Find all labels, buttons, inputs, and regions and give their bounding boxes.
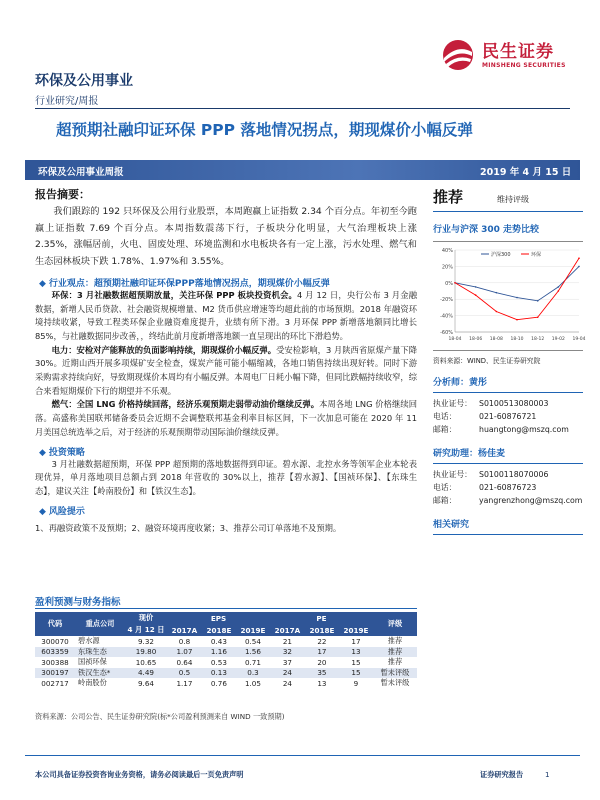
mail-label: 邮箱： [433,425,457,434]
table-row: 300388 国祯环保 10.65 0.64 0.53 0.71 37 20 15 推荐 [41,657,403,667]
sidebar-divider [433,392,583,393]
rating-box [433,186,583,207]
table-row: 300197 铁汉生态* 4.49 0.5 0.13 0.3 24 35 15 暂未评级 [35,668,417,679]
forecast-table [35,612,417,689]
table-row: 002717 岭南股份 9.64 1.17 0.76 1.05 24 13 9 暂未评级 [41,678,410,688]
trend-chart-svg [433,242,586,350]
forecast-title: 盈利预测与财务指标 [35,597,121,608]
researcher-cert: S0100118070006 [479,470,549,479]
data-point [537,316,539,318]
y-tick-label: 0% [445,280,453,287]
analyst-tel: 021-60876721 [479,412,537,421]
tel-label: 电话： [433,412,457,421]
strategy-text: 3 月社融数据超预期，环保 PPP 超预期的落地数据得到印证。碧水源、北控水务等领军企业本轮表现优异，单月落地项目总额占到 2018 年营收的 30%以上，推荐【碧水源】、【国祯环保】、【东珠生态】，建议关注【岭南股份】和【铁汉生态】。 [35,458,417,496]
rating-label: 推荐 [433,188,464,206]
strategy-heading: ◆ 投资策略 [39,447,85,458]
analyst-contact [433,397,583,436]
footer-disclaimer: 本公司具备证券投资咨询业务资格，请务必阅读最后一页免责声明 [35,770,244,779]
y-tick-label: 20% [441,264,453,271]
col-pe-2019: 2019E [339,624,373,636]
sidebar-divider [433,534,583,535]
col-eps-2017: 2017A [167,624,202,636]
forecast-divider [35,608,417,609]
table-source: 资料来源：公司公告、民生证券研究院(标*公司盈利预测来自 WIND 一致预期) [35,712,285,721]
risks-text: 1、再融资政策不及预期；2、融资环境再度收紧；3、推荐公司订单落地不及预期。 [35,522,342,533]
x-tick-label: 18-04 [448,337,462,342]
data-point [496,311,498,313]
cert-label: 执业证号： [433,399,472,408]
series-line-hs300 [455,266,579,300]
data-point [558,286,560,288]
researcher-contact [433,468,583,507]
col-pe-2017: 2017A [270,624,305,636]
data-point [454,282,456,284]
col-eps-2019: 2019E [236,624,270,636]
data-point [537,300,539,302]
views-gas: 燃气：全国 LNG 价格持续回落，经济乐观预期走弱带动油价继续反弹。本周各地 LNG 价格继续回落。高盛称美国联邦储备委员会近期不会调整联邦基金利率目标区间，下一次加息可能在 2020 年 11 月美国总统选举之后，对于经济的乐观预期带动国际油价继续反弹。 [35,399,417,437]
data-point [516,319,518,321]
x-tick-label: 18-08 [489,337,503,342]
page-number: 1 [545,770,550,779]
y-tick-label: 40% [441,248,453,254]
x-tick-label: 18-10 [510,337,524,342]
data-point [558,290,560,292]
brand-mark-icon [440,38,476,72]
col-pe-2018: 2018E [305,624,339,636]
chart-source: 资料来源：WIND、民生证券研究院 [433,357,541,365]
researcher-mail[interactable]: yangrenzhong@mszq.com [479,496,583,505]
legend-label: 沪深300 [491,252,511,258]
col-pe: PE [270,612,373,624]
main-column [35,186,417,535]
col-code: 代码 [35,612,75,636]
data-point [496,292,498,294]
analyst-heading: 分析师：黄彤 [433,378,488,388]
report-headline: 超预期社融印证环保 PPP 落地情况拐点，期现煤价小幅反弹 [56,121,473,139]
brand-logo [440,38,566,72]
y-tick-label: -60% [440,330,453,336]
table-row: 603359 东珠生态 19.80 1.07 1.16 1.56 32 17 13 推荐 [35,647,417,658]
x-tick-label: 18-12 [531,337,545,342]
sidebar-divider [433,463,583,464]
y-tick-label: -20% [440,297,453,304]
brand-name-cn: 民生证券 [482,41,554,62]
report-type: 行业研究/周报 [35,96,99,107]
diamond-bullet-icon: ◆ [39,447,46,458]
legend-label: 环保 [531,252,542,258]
views-environment: 环保：3 月社融数据超预期放量，关注环保 PPP 板块投资机会。4 月 12 日，央行公布 3 月金融数据，新增人民币贷款、社会融资规模增量、M2 货币供应增速等均超此前的市场预期。2018 年融资环境持续收紧，导致工程类环保企业融资难度提升，业绩有所下滑。3 月环保 PPP 新增落地额同比增长 85%，与社融数据同步改善，，终结此前月度新增落地额一直呈现出的环比下滑趋势。 [35,289,417,341]
sidebar-divider [433,211,583,212]
col-eps-2018: 2018E [202,624,236,636]
data-point [475,294,477,296]
report-date: 2019 年 4 月 15 日 [480,167,572,178]
related-heading: 相关研究 [433,520,470,530]
views-power: 电力：安检对产能释放的负面影响持续，期现煤价小幅反弹。受安检影响，3 月陕西省原煤产量下降 30%。近期山西开展多项煤矿安全检查，煤炭产能可能小幅缩减，各地口销售持续出现好转。同时下游采购需求持续向好，导致期现煤价本周均有小幅反弹。本周电厂日耗小幅下降，但同比跌幅持续收窄，综合来看短期煤价下行的期望并不乐观。 [35,344,417,396]
analyst-mail[interactable]: huangtong@mszq.com [479,425,569,434]
sidebar [433,186,586,535]
col-price: 现价 [125,612,167,624]
footer-label: 证券研究报告 [480,770,524,779]
tel-label: 电话： [433,483,457,492]
sector-title: 环保及公用事业 [35,73,133,89]
chart-title: 行业与沪深 300 走势比较 [433,225,540,235]
series-line-env [455,258,579,320]
data-point [475,286,477,288]
analyst-cert: S0100513080003 [479,399,549,408]
diamond-bullet-icon: ◆ [39,506,46,517]
mail-label: 邮箱： [433,496,457,505]
trend-chart [433,241,586,351]
researcher-heading: 研究助理：杨佳麦 [433,449,506,459]
x-tick-label: 19-04 [572,337,586,342]
band-title: 环保及公用事业周报 [38,167,124,178]
diamond-bullet-icon: ◆ [39,278,46,289]
summary-text: 我们跟踪的 192 只环保及公用行业股票，本周跑赢上证指数 2.34 个百分点。年初至今跑赢上证指数 7.69 个百分点。本周指数震荡下行，子板块分化明显，大气治理板块上涨 2.35%，涨幅居前，火电、固废处理、环境监测和水电板块各有一定上涨，污水处理、燃气和生态园林板块下跌 1.78%、1.97%和 3.55%。 [35,206,417,268]
rating-note: 维持评级 [497,195,530,204]
col-name: 重点公司 [75,612,125,636]
x-tick-label: 19-02 [551,337,565,342]
header-divider [35,108,570,109]
summary-heading: 报告摘要： [35,188,90,201]
views-heading: ◆ 行业观点：超预期社融印证环保PPP落地情况拐点，期现煤价小幅反弹 [39,278,330,289]
x-tick-label: 18-06 [469,337,483,342]
cert-label: 执业证号： [433,470,472,479]
researcher-tel: 021-60876723 [479,483,537,492]
col-rating: 评级 [373,612,417,636]
col-eps: EPS [167,612,270,624]
risks-heading: ◆ 风险提示 [39,506,85,517]
footer-divider [25,755,580,756]
col-price-date: 4 月 12 日 [125,624,167,636]
data-point [578,257,580,259]
data-point [516,297,518,299]
data-point [578,266,580,268]
brand-name-en: MINSHENG SECURITIES [482,61,566,69]
y-tick-label: -40% [440,313,453,320]
table-row: 300070 碧水源 9.32 0.8 0.43 0.54 21 22 17 推荐 [41,636,403,646]
